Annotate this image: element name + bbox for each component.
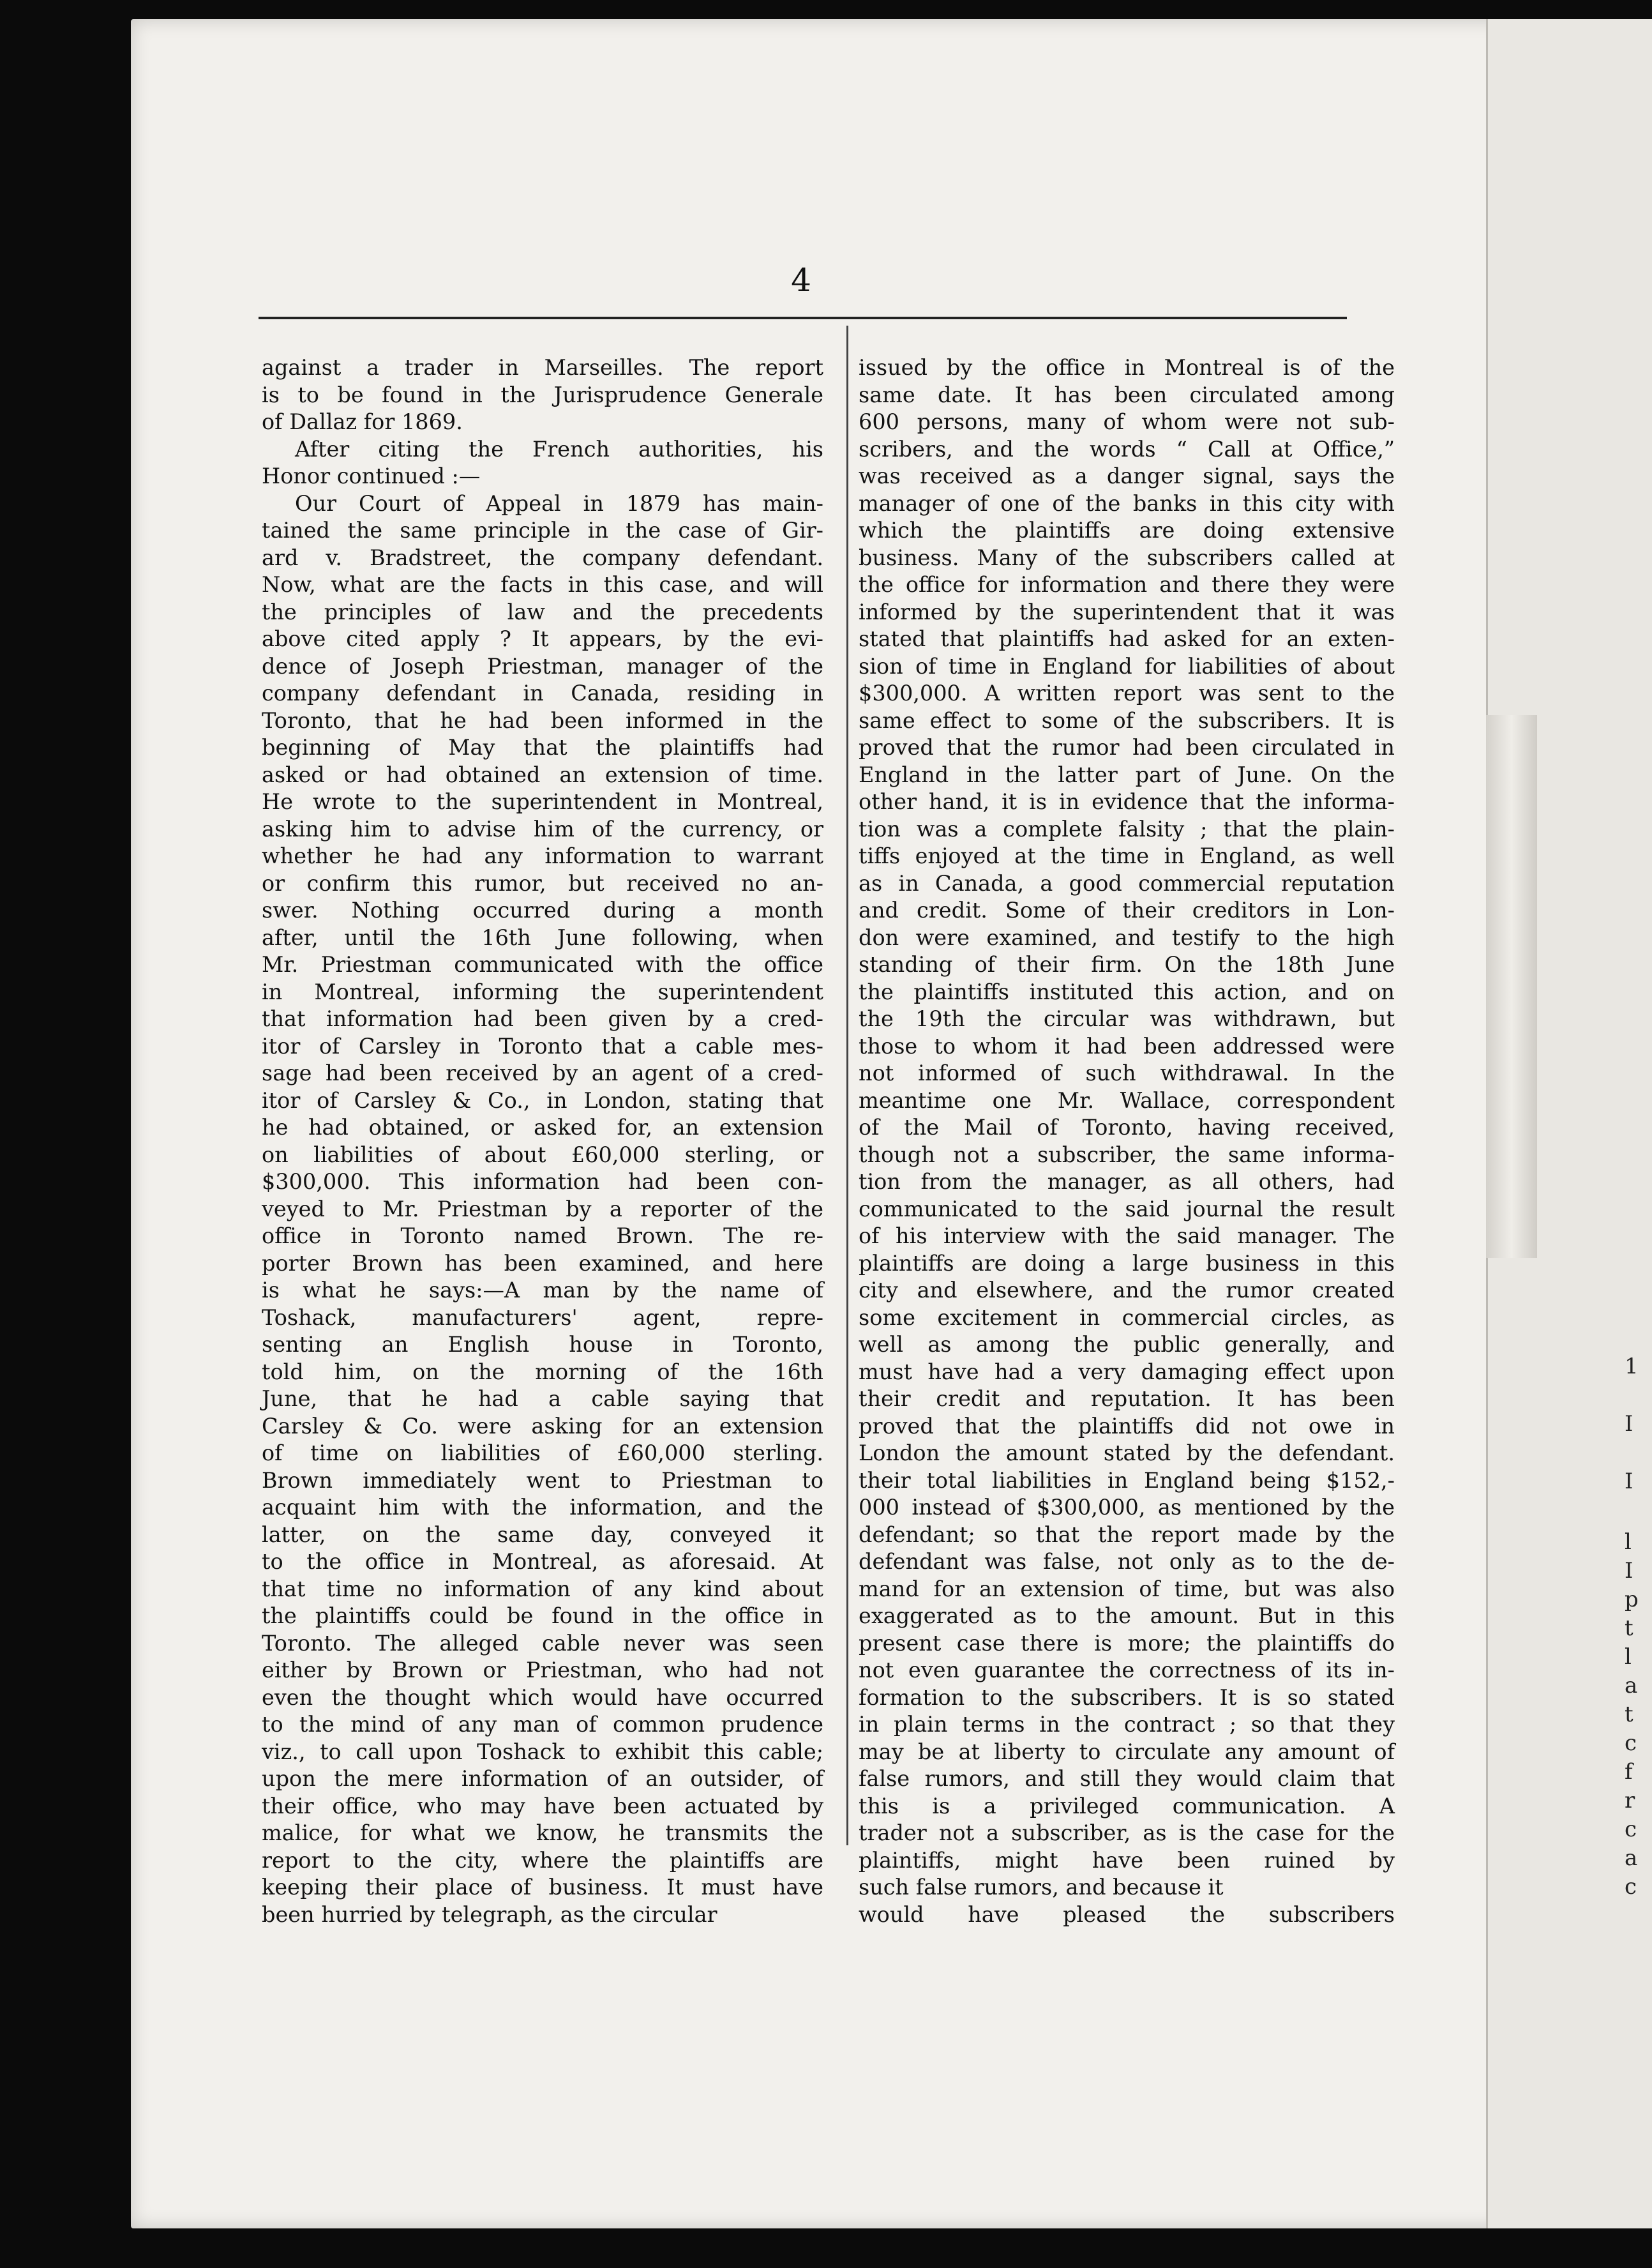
margin-letter: p: [1625, 1587, 1639, 1612]
text-line: in Montreal, informing the superintendent: [262, 979, 823, 1004]
margin-letter: c: [1625, 1730, 1637, 1756]
page-number: 4: [791, 262, 811, 299]
text-line: veyed to Mr. Priestman by a reporter of the: [262, 1196, 823, 1221]
text-line: their credit and reputation. It has been: [859, 1386, 1395, 1411]
text-line: Toshack, manufacturers' agent, repre-: [262, 1304, 823, 1330]
text-line: June, that he had a cable saying that: [262, 1386, 823, 1411]
text-line: swer. Nothing occurred during a month: [262, 898, 823, 923]
text-line: asked or had obtained an extension of time.: [262, 762, 823, 787]
page-fold-shadow: [1486, 715, 1537, 1258]
margin-letter: I: [1625, 1469, 1633, 1494]
text-line: city and elsewhere, and the rumor created: [859, 1278, 1395, 1303]
margin-letter: f: [1625, 1759, 1633, 1785]
text-line: porter Brown has been examined, and here: [262, 1250, 823, 1276]
text-line: of time on liabilities of £60,000 sterling.: [262, 1440, 823, 1465]
text-line: dence of Joseph Priestman, manager of the: [262, 653, 823, 679]
text-line: beginning of May that the plaintiffs had: [262, 735, 823, 760]
text-line: scribers, and the words “ Call at Office,”: [859, 436, 1395, 462]
text-line: England in the latter part of June. On the: [859, 762, 1395, 787]
text-line: Toronto. The alleged cable never was seen: [262, 1630, 823, 1656]
text-line: trader not a subscriber, as is the case for the: [859, 1820, 1395, 1845]
text-line: other hand, it is in evidence that the informa-: [859, 789, 1395, 814]
text-line: senting an English house in Toronto,: [262, 1332, 823, 1357]
text-line: not even guarantee the correctness of its in-: [859, 1658, 1395, 1682]
text-line: is what he says:—A man by the name of: [262, 1278, 823, 1303]
text-line: those to whom it had been addressed were: [859, 1033, 1395, 1059]
text-line: the principles of law and the precedents: [262, 599, 823, 624]
text-line: Mr. Priestman communicated with the office: [262, 952, 823, 977]
text-line: sage had been received by an agent of a cred-: [262, 1061, 823, 1085]
text-line: same date. It has been circulated among: [859, 382, 1395, 407]
margin-letter: a: [1625, 1845, 1638, 1871]
text-line: don were examined, and testify to the high: [859, 925, 1395, 950]
text-line: proved that the rumor had been circulated in: [859, 735, 1395, 760]
text-line: exaggerated as to the amount. But in this: [859, 1603, 1395, 1628]
text-line: plaintiffs, might have been ruined by: [859, 1847, 1395, 1873]
text-line: $300,000. This information had been con-: [262, 1169, 823, 1194]
text-line: formation to the subscribers. It is so stated: [859, 1684, 1395, 1710]
text-line: acquaint him with the information, and the: [262, 1495, 823, 1520]
text-line: tion from the manager, as all others, had: [859, 1169, 1395, 1194]
margin-letter: I: [1625, 1411, 1633, 1437]
header-rule: [259, 317, 1347, 319]
text-line: of the Mail of Toronto, having received,: [859, 1115, 1395, 1140]
text-line: Honor continued :—: [262, 464, 481, 488]
text-line: above cited apply ? It appears, by the evi-: [262, 626, 823, 651]
text-line: this is a privileged communication. A: [859, 1793, 1395, 1818]
margin-letter: 1: [1625, 1354, 1639, 1379]
text-line: or confirm this rumor, but received no an-: [262, 870, 823, 896]
text-line: to the mind of any man of common prudence: [262, 1712, 823, 1737]
text-line: 600 persons, many of whom were not sub-: [859, 409, 1395, 434]
text-line: plaintiffs are doing a large business in this: [859, 1250, 1395, 1276]
text-line: issued by the office in Montreal is of the: [859, 355, 1395, 380]
text-line: communicated to the said journal the result: [859, 1196, 1395, 1221]
text-line: After citing the French authorities, his: [295, 436, 823, 462]
text-line: against a trader in Marseilles. The report: [262, 355, 823, 380]
text-line: would have pleased the subscribers: [859, 1901, 1395, 1927]
text-line: present case there is more; the plaintiffs do: [859, 1630, 1395, 1656]
text-line: even the thought which would have occurred: [262, 1684, 823, 1710]
text-line: though not a subscriber, the same informa-: [859, 1142, 1395, 1167]
text-line: informed by the superintendent that it was: [859, 599, 1395, 624]
text-line: tion was a complete falsity ; that the plain-: [859, 816, 1395, 842]
text-line: itor of Carsley in Toronto that a cable mes-: [262, 1033, 823, 1059]
text-line: tained the same principle in the case of Gir-: [262, 518, 823, 543]
text-line: either by Brown or Priestman, who had not: [262, 1658, 823, 1682]
text-line: sion of time in England for liabilities of about: [859, 653, 1395, 679]
text-line: the office for information and there they were: [859, 572, 1395, 597]
text-line: their office, who may have been actuated by: [262, 1793, 823, 1818]
margin-letter: l: [1625, 1644, 1632, 1670]
text-line: that time no information of any kind about: [262, 1576, 823, 1601]
text-line: on liabilities of about £60,000 sterling, or: [262, 1142, 823, 1167]
text-line: business. Many of the subscribers called at: [859, 545, 1395, 570]
text-line: manager of one of the banks in this city with: [859, 490, 1395, 516]
right-column: [859, 354, 1395, 1928]
text-line: 000 instead of $300,000, as mentioned by the: [859, 1495, 1395, 1520]
margin-letter: t: [1625, 1702, 1633, 1727]
text-line: standing of their firm. On the 18th June: [859, 952, 1395, 977]
text-line: that information had been given by a cred-: [262, 1006, 823, 1031]
text-line: been hurried by telegraph, as the circular: [262, 1901, 717, 1927]
text-line: office in Toronto named Brown. The re-: [262, 1223, 823, 1248]
text-line: to the office in Montreal, as aforesaid. At: [262, 1549, 823, 1574]
text-line: upon the mere information of an outsider, of: [262, 1766, 823, 1791]
text-line: mand for an extension of time, but was also: [859, 1576, 1395, 1601]
margin-letter: l: [1625, 1529, 1632, 1555]
text-line: report to the city, where the plaintiffs are: [262, 1847, 823, 1873]
text-line: which the plaintiffs are doing extensive: [859, 518, 1395, 543]
margin-letter: I: [1625, 1558, 1633, 1584]
text-line: told him, on the morning of the 16th: [262, 1359, 823, 1384]
text-line: such false rumors, and because it: [859, 1875, 1224, 1900]
text-line: was received as a danger signal, says the: [859, 464, 1395, 488]
text-line: may be at liberty to circulate any amount of: [859, 1739, 1395, 1764]
text-line: latter, on the same day, conveyed it: [262, 1522, 823, 1547]
text-line: defendant was false, not only as to the de-: [859, 1549, 1395, 1574]
text-line: is to be found in the Jurisprudence Generale: [262, 382, 823, 407]
text-line: keeping their place of business. It must have: [262, 1875, 823, 1900]
text-line: Toronto, that he had been informed in the: [262, 707, 823, 733]
margin-letter: a: [1625, 1673, 1638, 1698]
margin-letter: r: [1625, 1788, 1635, 1813]
text-line: tiffs enjoyed at the time in England, as well: [859, 843, 1395, 868]
text-line: ard v. Bradstreet, the company defendant.: [262, 545, 823, 570]
text-line: of his interview with the said manager. The: [859, 1223, 1395, 1248]
left-column: [262, 354, 823, 1928]
text-line: in plain terms in the contract ; so that they: [859, 1712, 1395, 1737]
text-line: same effect to some of the subscribers. It is: [859, 707, 1395, 733]
text-line: proved that the plaintiffs did not owe in: [859, 1413, 1395, 1439]
text-line: the 19th the circular was withdrawn, but: [859, 1006, 1395, 1031]
text-line: Now, what are the facts in this case, and will: [262, 572, 823, 597]
text-line: and credit. Some of their creditors in Lon-: [859, 898, 1395, 923]
text-line: defendant; so that the report made by the: [859, 1522, 1395, 1547]
text-line: not informed of such withdrawal. In the: [859, 1061, 1395, 1085]
text-line: well as among the public generally, and: [859, 1332, 1395, 1357]
text-line: itor of Carsley & Co., in London, stating that: [262, 1087, 823, 1113]
text-line: meantime one Mr. Wallace, correspondent: [859, 1087, 1395, 1113]
text-line: stated that plaintiffs had asked for an exten-: [859, 626, 1395, 651]
margin-letter: t: [1625, 1615, 1633, 1641]
text-line: whether he had any information to warrant: [262, 843, 823, 868]
text-line: Brown immediately went to Priestman to: [262, 1467, 823, 1493]
text-line: viz., to call upon Toshack to exhibit this cable;: [262, 1739, 823, 1764]
text-line: London the amount stated by the defendant.: [859, 1440, 1395, 1465]
text-line: company defendant in Canada, residing in: [262, 681, 823, 706]
text-line: of Dallaz for 1869.: [262, 409, 463, 434]
text-line: as in Canada, a good commercial reputation: [859, 870, 1395, 896]
text-line: Carsley & Co. were asking for an extension: [262, 1413, 823, 1439]
text-line: after, until the 16th June following, when: [262, 925, 823, 950]
text-line: he had obtained, or asked for, an extension: [262, 1115, 823, 1140]
column-divider: [846, 326, 848, 1845]
margin-letter: c: [1625, 1874, 1637, 1900]
text-line: the plaintiffs could be found in the office in: [262, 1603, 823, 1628]
text-line: asking him to advise him of the currency, or: [262, 816, 823, 842]
text-line: false rumors, and still they would claim that: [859, 1766, 1395, 1791]
margin-letter: c: [1625, 1817, 1637, 1842]
text-line: their total liabilities in England being $152,-: [859, 1467, 1395, 1493]
text-line: malice, for what we know, he transmits the: [262, 1820, 823, 1845]
text-line: the plaintiffs instituted this action, and on: [859, 979, 1395, 1004]
text-line: He wrote to the superintendent in Montreal,: [262, 789, 823, 814]
text-line: Our Court of Appeal in 1879 has main-: [295, 490, 823, 516]
text-line: some excitement in commercial circles, as: [859, 1304, 1395, 1330]
text-line: must have had a very damaging effect upon: [859, 1359, 1395, 1384]
text-line: $300,000. A written report was sent to the: [859, 681, 1395, 706]
